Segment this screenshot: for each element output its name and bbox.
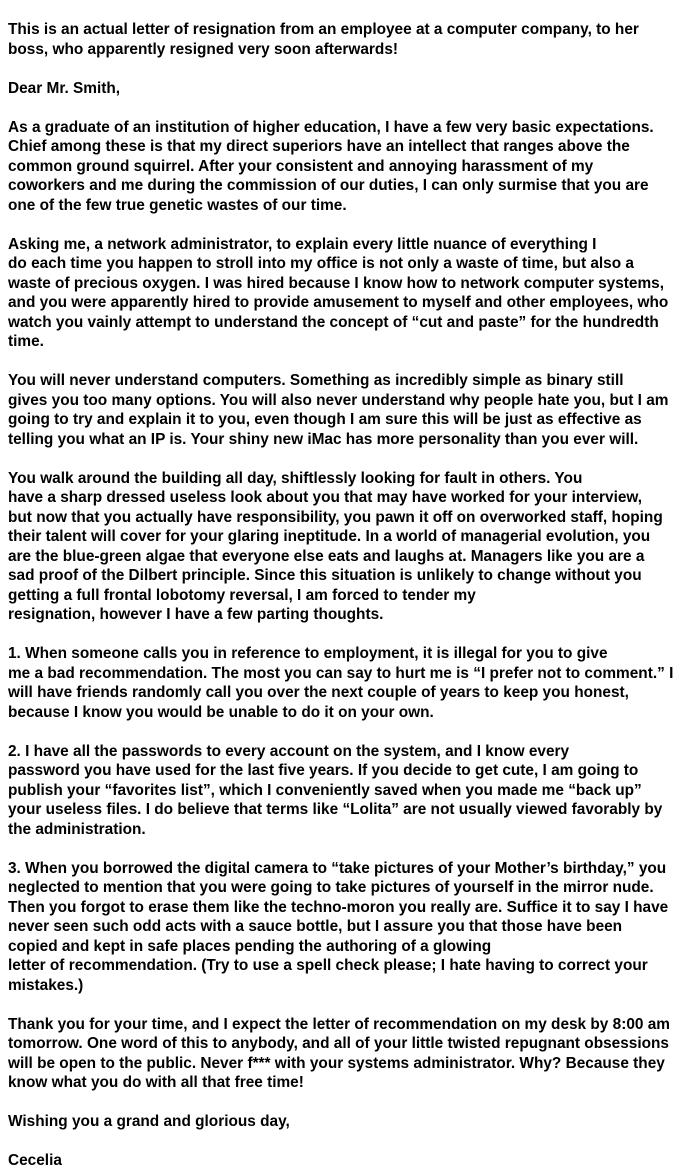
signature: Cecelia [8,1152,62,1169]
point-2-passwords: 2. I have all the passwords to every account on the system, and I know every password you have used for the last five years. If you decide to get cute, I am going to publish your “favorites list”, which I conveniently saved when you made me “back up” your useless files. I do believe that terms like “Lolita” are not usually viewed favorably by the administration. [8,742,663,838]
point-1-recommendation: 1. When someone calls you in reference to employment, it is illegal for you to give me a bad recommendation. The most you can say to hurt me is “I prefer not to comment.” I will have friends randomly call you over the next couple of years to keep you honest, because I know you would be unable to do it on your own. [8,645,674,721]
paragraph-computers: You will never understand computers. Something as incredibly simple as binary still gives you too many options. You will also never understand why people hate you, but I am going to try and explain it to you, even though I am sure this will be just as effective as telling you what an IP is. Your shiny new iMac has more personality than you ever will. [8,372,669,448]
closing-line: Wishing you a grand and glorious day, [8,1113,290,1130]
paragraph-thank-you: Thank you for your time, and I expect the letter of recommendation on my desk by 8:00 am tomorrow. One word of this to anybody, and all of your little twisted repugnant obsessions will be open to the public. Never f*** with your systems administrator. Why? Because they know what you do with all that free time! [8,1015,670,1091]
paragraph-expectations: As a graduate of an institution of higher education, I have a few very basic expectations. Chief among these is that my direct superiors have an intellect that ranges above the common ground squirrel. After your consistent and annoying harassment of my coworkers and me during the commission of our duties, I can only surmise that you are one of the few true genetic wastes of our time. [8,118,654,214]
paragraph-network-admin: Asking me, a network administrator, to explain every little nuance of everything I do each time you happen to stroll into my office is not only a waste of time, but also a waste of precious oxygen. I was hired because I know how to network computer systems, and you were apparently hired to provide amusement to myself and other employees, who watch you vainly attempt to understand the concept of “cut and paste” for the hundredth time. [8,235,669,350]
point-3-camera: 3. When you borrowed the digital camera to “take pictures of your Mother’s birthday,” you neglected to mention that you were going to take pictures of yourself in the mirror nude. Then you forgot to erase them like the techno-moron you really are. Suffice it to say I have never seen such odd acts with a sauce bottle, but I assure you that those have been copied and kept in safe places pending the authoring of a glowing letter of recommendation. (Try to use a spell check please; I hate having to correct your mistakes.) [8,859,669,994]
paragraph-building: You walk around the building all day, shiftlessly looking for fault in others. You have a sharp dressed useless look about you that may have worked for your interview, but now that you actually have responsibility, you pawn it off on overworked staff, hoping their talent will cover for your glaring ineptitude. In a world of managerial evolution, you are the blue-green algae that everyone else eats and laughs at. Managers like you are a sad proof of the Dilbert principle. Since this situation is unlikely to change without you getting a full frontal lobotomy reversal, I am forced to tender my resignation, however I have a few parting thoughts. [8,469,663,623]
intro-note: This is an actual letter of resignation from an employee at a computer company, to her boss, who apparently resigned very soon afterwards! [8,21,639,58]
salutation: Dear Mr. Smith, [8,79,121,97]
